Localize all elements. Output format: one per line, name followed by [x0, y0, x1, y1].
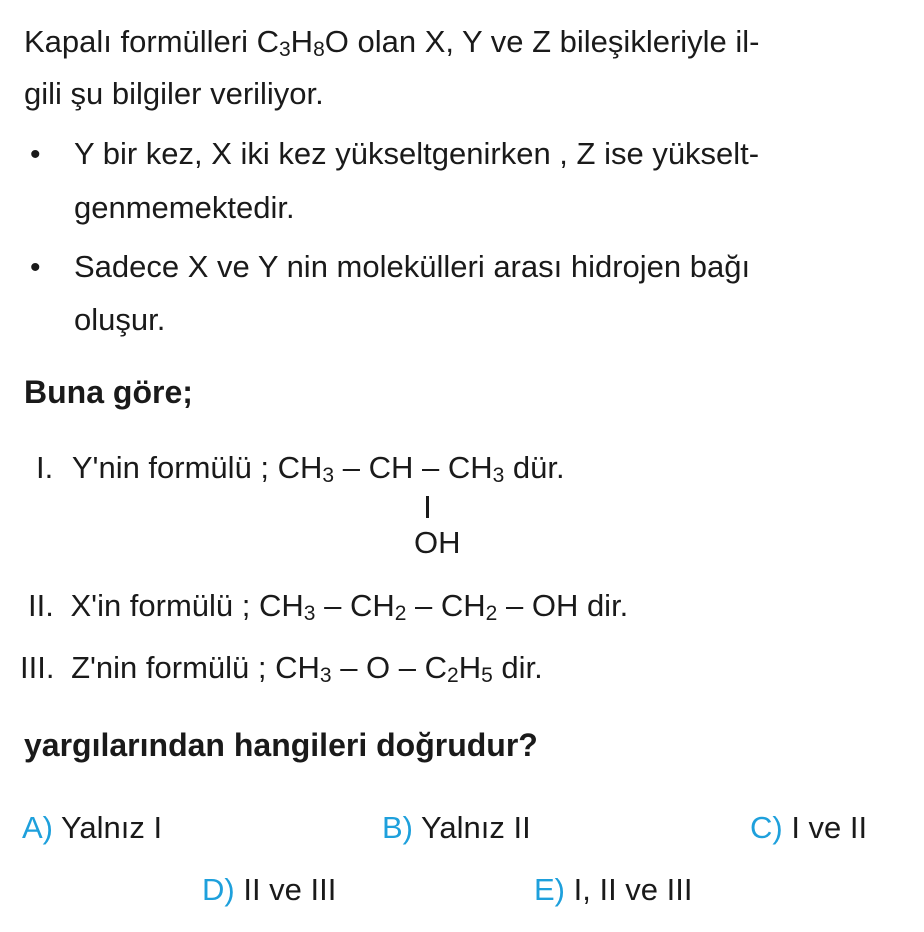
bullet-1-line-1: Y bir kez, X iki kez yükseltgenirken , Z ise yükselt-	[74, 136, 760, 171]
bullet-1-line-2: genmemektedir.	[74, 190, 295, 225]
lead-text: Buna göre;	[24, 374, 193, 410]
bullet-marker: •	[30, 138, 41, 171]
bullet-2-line-2: oluşur.	[74, 302, 166, 337]
bullet-2-line-1: Sadece X ve Y nin molekülleri arası hidrojen bağı	[74, 249, 751, 284]
option-c[interactable]: C) I ve II	[750, 810, 868, 845]
option-label: B)	[382, 810, 413, 845]
option-label: D)	[202, 872, 235, 907]
statement-III: III. Z'nin formülü ; $CH_3$ – O – $C_2H_5$ dir.	[20, 650, 543, 687]
option-e[interactable]: E) I, II ve III	[534, 872, 693, 907]
statement-II: II. X'in formülü ; $CH_3 - CH_2 - CH_2$ – OH dir.	[28, 588, 629, 625]
option-label: C)	[750, 810, 783, 845]
option-d[interactable]: D) II ve III	[202, 872, 337, 907]
branch-oh: OH	[414, 525, 461, 560]
option-label: E)	[534, 872, 565, 907]
statement-number: I.	[36, 450, 54, 485]
bullet-marker: •	[30, 251, 41, 284]
option-b[interactable]: B) Yalnız II	[382, 810, 531, 845]
statement-number: II.	[28, 588, 54, 623]
stem-line-2: gili şu bilgiler veriliyor.	[24, 76, 324, 111]
stem-line-1: Kapalı formülleri $C_3H_8O$ olan X, Y ve Z bileşikleriyle il-	[24, 24, 760, 61]
option-label: A)	[22, 810, 53, 845]
statement-number: III.	[20, 650, 55, 685]
bond-line	[426, 496, 429, 518]
question-text: yargılarından hangileri doğrudur?	[24, 727, 538, 763]
option-a[interactable]: A) Yalnız I	[22, 810, 163, 845]
statement-I: I. Y'nin formülü ; $CH_3$ – CH – $CH_3$ dür.	[36, 450, 565, 487]
